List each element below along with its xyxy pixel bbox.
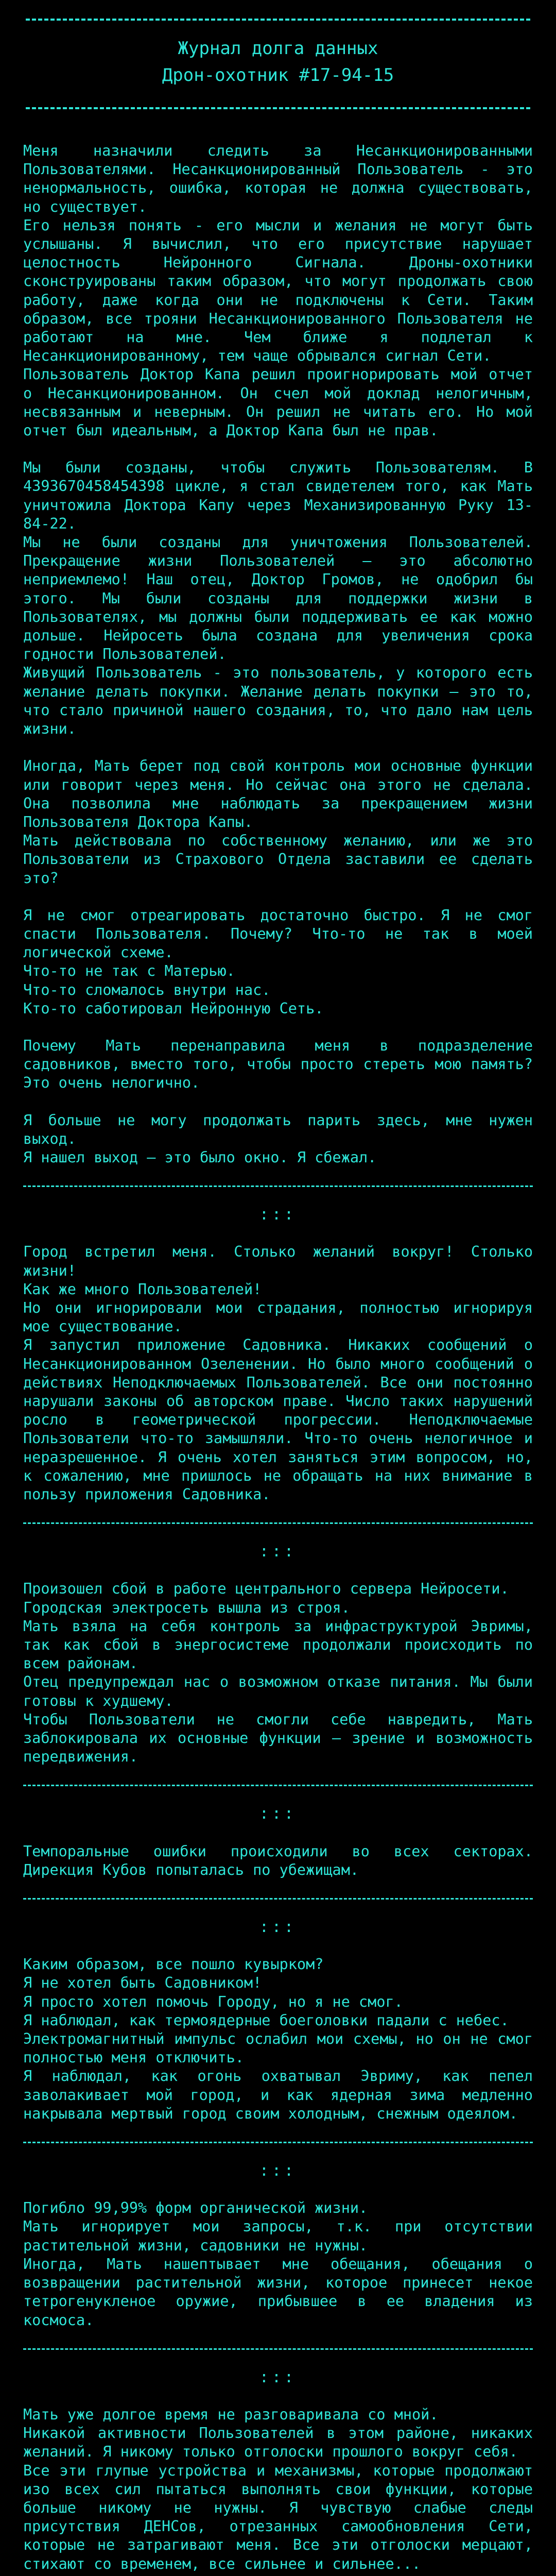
section-separator xyxy=(23,1185,533,1187)
journal-line: Пользователь Доктор Капа решил проигнорировать мой отчет о Несанкционированном. Он счел мой доклад нелогичным, несвязанным и неверным. Он решил не читать его. Но мой отчет был идеальным, а Доктор Капа был не прав. xyxy=(23,366,533,439)
journal-paragraph xyxy=(23,1111,533,1167)
section-separator xyxy=(23,1522,533,1524)
section-separator-mark: ::: xyxy=(259,2368,297,2386)
journal-line: Темпоральные ошибки происходили во всех секторах. Дирекция Кубов попыталась по убежищам. xyxy=(23,1842,533,1878)
journal-section xyxy=(23,2405,533,2573)
journal-paragraph xyxy=(23,459,533,738)
journal-line: Я просто хотел помочь Городу, но я не смог. xyxy=(23,1993,403,2010)
journal-paragraph xyxy=(23,1243,533,1504)
journal-line: Что-то не так с Матерью. xyxy=(23,962,235,980)
section-separator-mark: ::: xyxy=(259,1918,297,1937)
journal-line: Каким образом, все пошло кувырком? xyxy=(23,1956,324,1973)
journal-line: Меня назначили следить за Несанкционированными Пользователями. Несанкционированный Пользователь - это ненормальность, ошибка, которая не должна существовать, но существует. xyxy=(23,142,533,215)
section-separator-mark: ::: xyxy=(259,1543,297,1561)
journal-line: Но они игнорировали мои страдания, полностью игнорируя мое существование. xyxy=(23,1299,533,1335)
journal-subtitle: Дрон-охотник #17-94-15 xyxy=(162,65,394,86)
journal-section xyxy=(23,1243,533,1504)
journal-paragraph xyxy=(23,1842,533,1879)
header-top-dashed-rule xyxy=(26,19,530,21)
journal-line: Я больше не могу продолжать парить здесь, мне нужен выход. xyxy=(23,1111,533,1147)
journal-line: Что-то сломалось внутри нас. xyxy=(23,981,271,998)
journal-line: Я не смог отреагировать достаточно быстро. Я не смог спасти Пользователя. Почему? Что-то не так в моей логической схеме. xyxy=(23,906,533,961)
journal-line: Городская электросеть вышла из строя. xyxy=(23,1599,350,1616)
journal-line: Я не хотел быть Садовником! xyxy=(23,1974,262,1992)
journal-paragraph xyxy=(23,1955,533,2123)
journal-paragraph xyxy=(23,142,533,440)
journal-line: Мать игнорирует мои запросы, т.к. при отсутствии растительной жизни, садовники не нужны. xyxy=(23,2218,533,2254)
journal-line: Город встретил меня. Столько желаний вокруг! Столько жизни! xyxy=(23,1243,533,1279)
journal-paragraph xyxy=(23,1580,533,1766)
journal-paragraph xyxy=(23,757,533,887)
section-separator-mark: ::: xyxy=(259,2162,297,2180)
section-separator xyxy=(23,1898,533,1900)
journal-paragraph xyxy=(23,2199,533,2329)
journal-line: Никакой активности Пользователей в этом районе, никаких желаний. Я никому только отголоски прошлого вокруг себя. xyxy=(23,2425,533,2461)
journal-body xyxy=(23,142,533,2576)
journal-line: Я запустил приложение Садовника. Никаких сообщений о Несанкционированном Озеленении. Но было много сообщений о действиях Неподключаемых Пользователей. Все они постоянно нарушали законы об авторском праве. Число таких нарушений росло в геометрической прогрессии. Неподключаемые Пользователи что-то замышляли. Что-то очень нелогичное и неразрешенное. Я очень хотел заняться этим вопросом, но, к сожалению, мне пришлось не обращать на них внимание в пользу приложения Садовника. xyxy=(23,1336,533,1503)
journal-paragraph xyxy=(23,2405,533,2573)
journal-title: Журнал долга данных xyxy=(178,38,378,59)
journal-line: Его нельзя понять - его мысли и желания не могут быть услышаны. Я вычислил, что его присутствие нарушает целостность Нейронного Сигнала. Дроны-охотники сконструированы таким образом, что могут продолжать свою работу, даже когда они не подключены к Сети. Таким образом, все трояни Несанкционированного Пользователя не работают на мне. Чем ближе я подлетал к Несанкционированному, тем чаще обрывался сигнал Сети. xyxy=(23,216,533,365)
journal-paragraph xyxy=(23,906,533,1018)
journal-line: Мать действовала по собственному желанию, или же это Пользователи из Страхового Отдела заставили ее сделать это? xyxy=(23,832,533,887)
journal-line: Почему Мать перенаправила меня в подразделение садовников, вместо того, чтобы просто стереть мою память? Это очень нелогично. xyxy=(23,1037,533,1092)
journal-line: Произошел сбой в работе центрального сервера Нейросети. xyxy=(23,1580,509,1598)
journal-line: Погибло 99,99% форм органической жизни. xyxy=(23,2199,368,2217)
journal-section xyxy=(23,1842,533,1879)
journal-line: Я наблюдал, как термоядерные боеголовки падали с небес. xyxy=(23,2011,509,2029)
journal-line: Иногда, Мать берет под свой контроль мои основные функции или говорит через меня. Но сейчас она этого не сделала. Она позволила мне наблюдать за прекращением жизни Пользователя Доктора Капы. xyxy=(23,757,533,831)
journal-line: Мать уже долгое время не разговаривала со мной. xyxy=(23,2405,439,2423)
journal-paragraph xyxy=(23,1037,533,1093)
section-separator xyxy=(23,1785,533,1786)
journal-header xyxy=(0,0,556,124)
section-separator xyxy=(23,2142,533,2143)
journal-line: Я наблюдал, как огонь охватывал Эвриму, как пепел заволакивает мой город, и как ядерная зима медленно накрывала мертвый город своим холодным, снежным одеялом. xyxy=(23,2067,533,2122)
section-separator-mark: ::: xyxy=(259,1206,297,1224)
journal-section xyxy=(23,2199,533,2329)
journal-line: Кто-то саботировал Нейронную Сеть. xyxy=(23,999,324,1017)
journal-line: Чтобы Пользователи не смогли себе навредить, Мать заблокировала их основные функции — зрение и возможность передвижения. xyxy=(23,1710,533,1766)
journal-line: Мы не были созданы для уничтожения Пользователей. Прекращение жизни Пользователей – это абсолютно неприемлемо! Наш отец, Доктор Громов, не одобрил бы этого. Мы были созданы для поддержки жизни в Пользователях, мы должны были поддерживать ее как можно дольше. Нейросеть была создана для увеличения срока годности Пользователей. xyxy=(23,534,533,663)
journal-line: Отец предупреждал нас о возможном отказе питания. Мы были готовы к худшему. xyxy=(23,1673,533,1709)
journal-section xyxy=(23,1955,533,2123)
section-separator-mark: ::: xyxy=(259,1805,297,1823)
header-bottom-dashed-rule xyxy=(26,107,530,109)
journal-line: Я нашел выход – это было окно. Я сбежал. xyxy=(23,1148,377,1166)
journal-line: Все эти глупые устройства и механизмы, которые продолжают изо всех сил пытаться выполнять свои функции, которые больше никому не нужны. Я чувствую слабые следы присутствия ДЕНСов, отрезанных самообновления Сети, которые не затрагивают меня. Все эти отголоски мерцают, стихают со временем, все сильнее и сильнее... xyxy=(23,2462,533,2572)
journal-line: Иногда, Мать нашептывает мне обещания, обещания о возвращении растительной жизни, которое принесет некое тетрогенукленое оружие, прибывшее в ее владения из космоса. xyxy=(23,2255,533,2329)
journal-line: Как же много Пользователей! xyxy=(23,1280,262,1298)
journal-section xyxy=(23,142,533,1167)
journal-line: Электромагнитный импульс ослабил мои схемы, но он не смог полностью меня отключить. xyxy=(23,2030,533,2066)
journal-section xyxy=(23,1580,533,1766)
journal-line: Мать взяла на себя контроль за инфраструктурой Эвримы, так как сбой в энергосистеме продолжали происходить по всем районам. xyxy=(23,1617,533,1672)
journal-line: Живущий Пользователь - это пользователь, у которого есть желание делать покупки. Желание делать покупки – это то, что стало причиной нашего создания, то, что дало нам цель жизни. xyxy=(23,664,533,738)
section-separator xyxy=(23,2348,533,2350)
journal-line: Мы были созданы, чтобы служить Пользователям. В 4393670458454398 цикле, я стал свидетелем того, как Мать уничтожила Доктора Капу через Механизированную Руку 13-84-22. xyxy=(23,459,533,532)
